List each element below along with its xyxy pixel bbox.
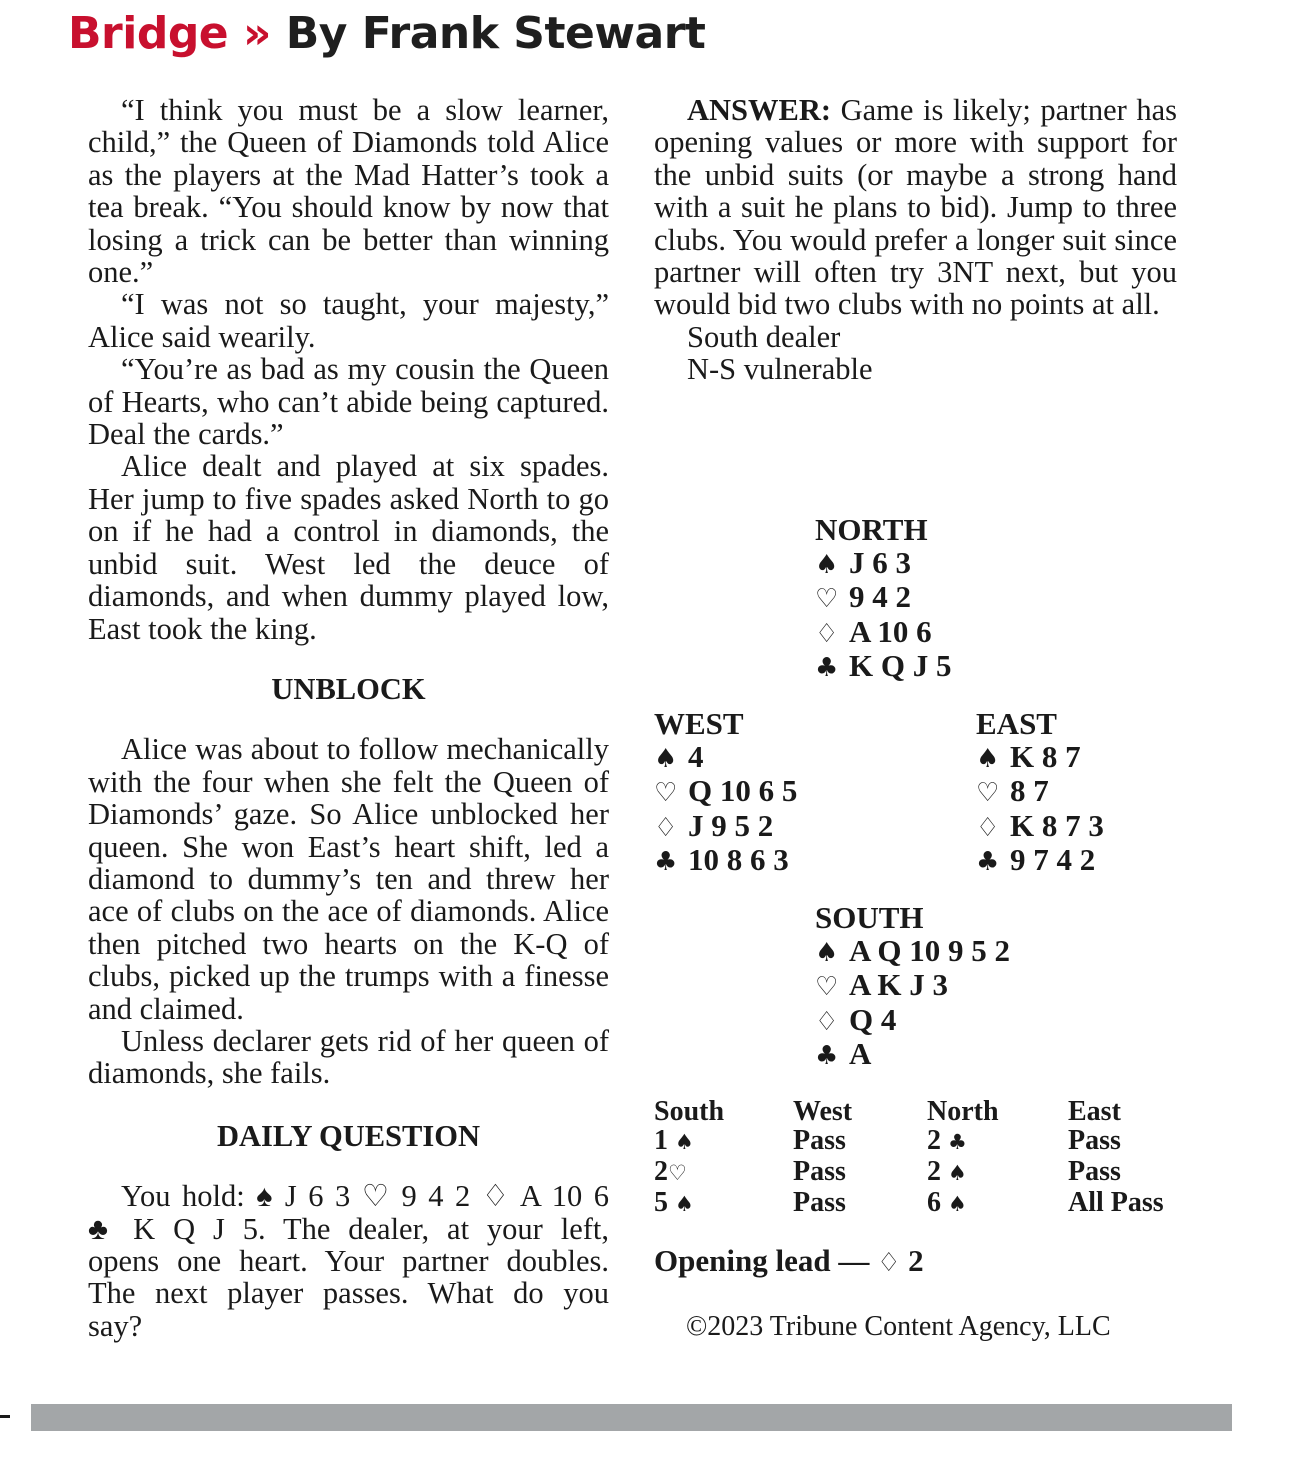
story-paragraph: Alice dealt and played at six spades. Her jump to five spades asked North to go on if he had a control in diamonds, the unbid suit. West led the deuce of diamonds, and when dummy played low, East took the king.: [88, 449, 609, 646]
auction-call: Pass: [793, 1125, 846, 1156]
clubs-holding: ♣ A: [815, 1036, 872, 1071]
club-icon: ♣: [654, 847, 678, 877]
vulnerability-text: N-S vulnerable: [687, 352, 873, 387]
auction-bid: 1 ♠: [654, 1125, 694, 1156]
south-hand: [815, 902, 1010, 1073]
deal-info: [654, 321, 1177, 386]
diamond-icon: ♢: [877, 1248, 901, 1278]
bottom-bar: [31, 1404, 1232, 1431]
story-paragraph: “I was not so taught, your majesty,” Alice said wearily.: [88, 287, 609, 354]
auction-round: [654, 1188, 1178, 1219]
spade-icon: ♠: [815, 937, 839, 968]
spades-holding: ♠ J 6 3: [815, 544, 911, 580]
clubs-holding: ♣ K Q J 5: [815, 648, 952, 683]
club-icon: ♣: [948, 1130, 967, 1154]
story-paragraph: “You’re as bad as my cousin the Queen of Hearts, who can’t abide being captured. Deal the cards.”: [88, 352, 609, 452]
heart-icon: ♡: [668, 1161, 687, 1185]
auction-call: All Pass: [1068, 1187, 1164, 1218]
hand-label: EAST: [976, 706, 1057, 741]
diamonds-holding: ♢ K 8 7 3: [976, 807, 1104, 843]
auction-header-row: [654, 1097, 1178, 1126]
auction-bid: 2♡: [654, 1156, 687, 1187]
west-hand: [654, 708, 797, 879]
auction-bid: 2 ♠: [927, 1156, 967, 1187]
auction-bid: 5 ♠: [654, 1187, 694, 1218]
north-hand: [815, 514, 951, 685]
auction-table: [654, 1097, 1178, 1219]
clubs-holding: ♣ 9 7 4 2: [976, 842, 1096, 877]
auction-call: Pass: [793, 1187, 846, 1218]
auction-header: West: [793, 1096, 853, 1127]
spade-icon: ♠: [654, 743, 678, 774]
heart-icon: ♡: [815, 584, 839, 614]
hearts-holding: ♡ A K J 3: [815, 967, 949, 1002]
heart-icon: ♡: [654, 778, 678, 808]
hearts-holding: ♡ 9 4 2: [815, 579, 911, 614]
spades-holding: ♠ A Q 10 9 5 2: [815, 932, 1011, 968]
hearts-holding: ♡ 8 7: [976, 773, 1049, 808]
spades-holding: ♠ 4: [654, 738, 704, 774]
auction-bid: 2 ♣: [927, 1125, 967, 1156]
copyright-notice: ©2023 Tribune Content Agency, LLC: [686, 1311, 1111, 1342]
column-header: [68, 8, 705, 59]
diamonds-holding: ♢ J 9 5 2: [654, 807, 774, 843]
auction-bid: 6 ♠: [927, 1187, 967, 1218]
auction-round: [654, 1126, 1178, 1157]
heart-icon: ♡: [815, 972, 839, 1002]
left-column: [88, 94, 609, 1342]
hand-label: SOUTH: [815, 900, 924, 935]
edge-mark: [0, 1415, 10, 1418]
heart-icon: ♡: [976, 778, 1000, 808]
auction-header: North: [927, 1096, 999, 1127]
unblock-heading: UNBLOCK: [271, 671, 426, 706]
spade-icon: ♠: [976, 743, 1000, 774]
club-icon: ♣: [976, 847, 1000, 877]
hand-label: NORTH: [815, 512, 928, 547]
column-brand: Bridge »: [68, 8, 271, 59]
diamond-icon: ♢: [654, 812, 678, 843]
diamonds-holding: ♢ Q 4: [815, 1001, 897, 1037]
story-paragraph: Alice was about to follow mechanically with the four when she felt the Queen of Diamonds’ gaze. So Alice unblocked her queen. She won East’s heart shift, led a diamond to dummy’s ten and threw her ace of clubs on the ace of diamonds. Alice then pitched two hearts on the K-Q of clubs, picked up the trumps with a finesse and claimed.: [88, 732, 609, 1026]
answer-paragraph: [654, 94, 1177, 321]
auction-round: [654, 1157, 1178, 1188]
spade-icon: ♠: [675, 1130, 694, 1154]
opening-lead: [654, 1244, 924, 1280]
diamond-icon: ♢: [815, 618, 839, 649]
daily-question-text: You hold: ♠ J 6 3 ♡ 9 4 2 ♢ A 10 6 ♣ K Q J 5. The dealer, at your left, opens one heart. Your partner doubles. The next player passes. What do you say?: [88, 1179, 609, 1343]
diamond-icon: ♢: [815, 1006, 839, 1037]
answer-text: Game is likely; partner has opening values or more with support for the unbid suits (or maybe a strong hand with a suit he plans to bid). Jump to three clubs. You would prefer a longer suit since partner will often try 3NT next, but you would bid two clubs with no points at all.: [654, 93, 1177, 322]
spade-icon: ♠: [815, 549, 839, 580]
club-icon: ♣: [815, 653, 839, 683]
auction-call: Pass: [1068, 1156, 1121, 1187]
club-icon: ♣: [815, 1041, 839, 1071]
hearts-holding: ♡ Q 10 6 5: [654, 773, 798, 808]
story-paragraph: “I think you must be a slow learner, child,” the Queen of Diamonds told Alice as the players at the Mad Hatter’s took a tea break. “You should know by now that losing a trick can be better than winning one.”: [88, 93, 609, 290]
auction-call: Pass: [793, 1156, 846, 1187]
spade-icon: ♠: [675, 1192, 694, 1216]
spade-icon: ♠: [948, 1161, 967, 1185]
diamond-icon: ♢: [976, 812, 1000, 843]
east-hand: [976, 708, 1104, 879]
column-byline: By Frank Stewart: [285, 8, 706, 59]
diamonds-holding: ♢ A 10 6: [815, 613, 932, 649]
auction-header: East: [1068, 1096, 1121, 1127]
answer-label: ANSWER:: [687, 93, 832, 127]
auction-header: South: [654, 1096, 725, 1127]
right-column: [654, 94, 1177, 386]
story-paragraph: Unless declarer gets rid of her queen of diamonds, she fails.: [88, 1023, 609, 1091]
spades-holding: ♠ K 8 7: [976, 738, 1081, 774]
opening-lead-card: 2: [908, 1243, 924, 1278]
clubs-holding: ♣ 10 8 6 3: [654, 842, 789, 877]
daily-question-heading: DAILY QUESTION: [216, 1118, 480, 1153]
auction-call: Pass: [1068, 1125, 1121, 1156]
dealer-text: South dealer: [687, 319, 841, 354]
spade-icon: ♠: [948, 1192, 967, 1216]
hand-label: WEST: [654, 706, 744, 741]
opening-lead-label: Opening lead —: [654, 1243, 870, 1278]
